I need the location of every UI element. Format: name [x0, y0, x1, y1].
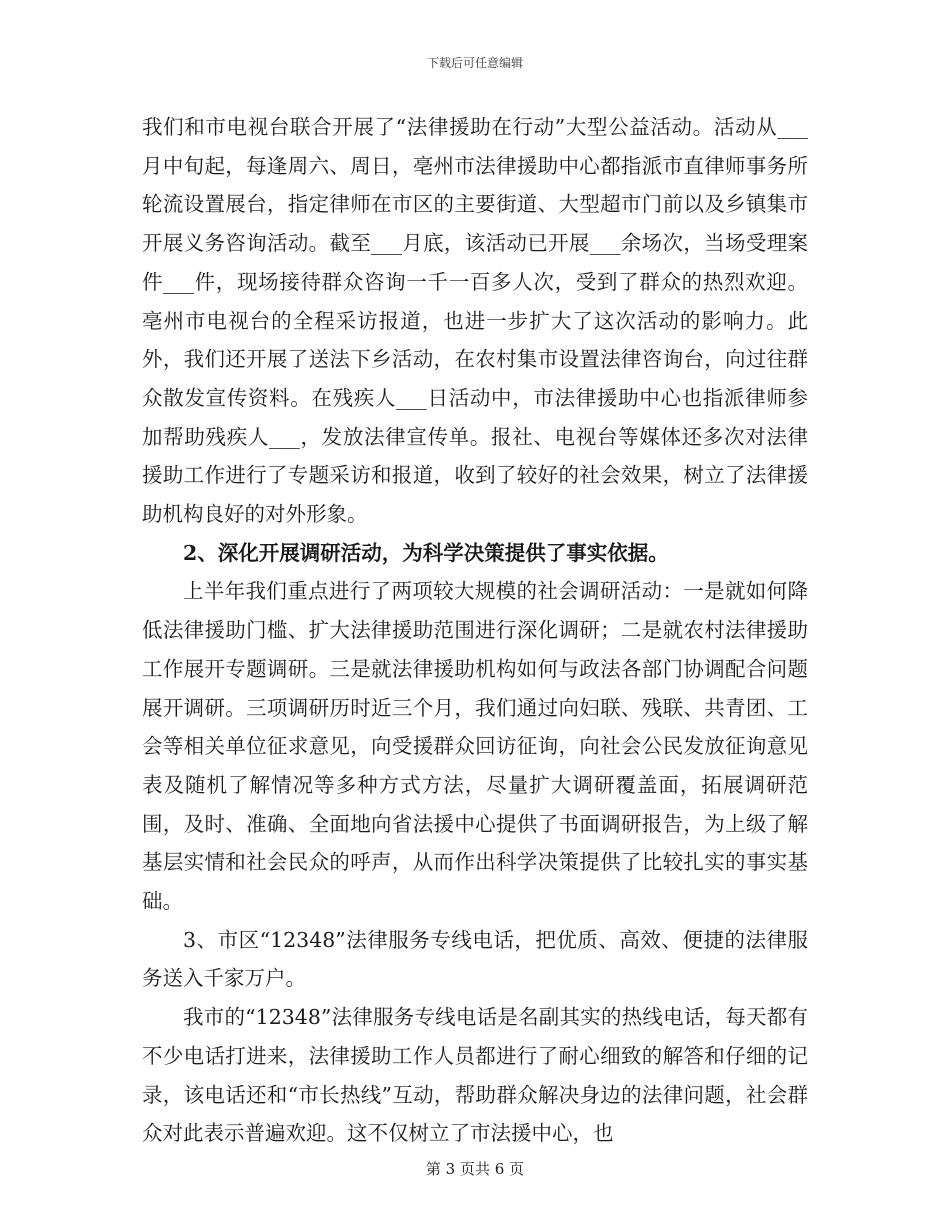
paragraph-outreach-activities: 我们和市电视台联合开展了“法律援助在行动”大型公益活动。活动从___月中旬起，每逢周六、周日，亳州市法律援助中心都指派市直律师事务所轮流设置展台，指定律师在市区的主要街道、大型超市门前以及乡镇集市开展义务咨询活动。截至___月底，该活动已开展___余场次，当场受理案件___件，现场接待群众咨询一千一百多人次，受到了群众的热烈欢迎。亳州市电视台的全程采访报道，也进一步扩大了这次活动的影响力。此外，我们还开展了送法下乡活动，在农村集市设置法律咨询台，向过往群众散发宣传资料。在残疾人___日活动中，市法律援助中心也指派律师参加帮助残疾人___，发放法律宣传单。报社、电视台等媒体还多次对法律援助工作进行了专题采访和报道，收到了较好的社会效果，树立了法律援助机构良好的对外形象。 — [142, 115, 808, 527]
section-heading-research: 2、深化开展调研活动，为科学决策提供了事实依据。 — [183, 540, 669, 565]
section-heading-hotline: 3、市区“12348”法律服务专线电话，把优质、高效、便捷的法律服务送入千家万户。 — [142, 927, 808, 991]
document-body — [142, 108, 808, 1153]
paragraph-research-activities: 上半年我们重点进行了两项较大规模的社会调研活动：一是就如何降低法律援助门槛、扩大法律援助范围进行深化调研；二是就农村法律援助工作展开专题调研。三是就法律援助机构如何与政法各部门协调配合问题展开调研。三项调研历时近三个月，我们通过向妇联、残联、共青团、工会等相关单位征求意见，向受援群众回访征询，向社会公民发放征询意见表及随机了解情况等多种方式方法，尽量扩大调研覆盖面，拓展调研范围，及时、准确、全面地向省法援中心提供了书面调研报告，为上级了解基层实情和社会民众的呼声，从而作出科学决策提供了比较扎实的事实基础。 — [142, 579, 808, 914]
paragraph-hotline: 我市的“12348”法律服务专线电话是名副其实的热线电话，每天都有不少电话打进来，法律援助工作人员都进行了耐心细致的解答和仔细的记录，该电话还和“市长热线”互动，帮助群众解决身边的法律问题，社会群众对此表示普遍欢迎。这不仅树立了市法援中心，也 — [142, 1005, 808, 1146]
page-header: 下载后可任意编辑 — [426, 56, 523, 70]
page-number-footer: 第 3 页共 6 页 — [425, 1160, 525, 1178]
